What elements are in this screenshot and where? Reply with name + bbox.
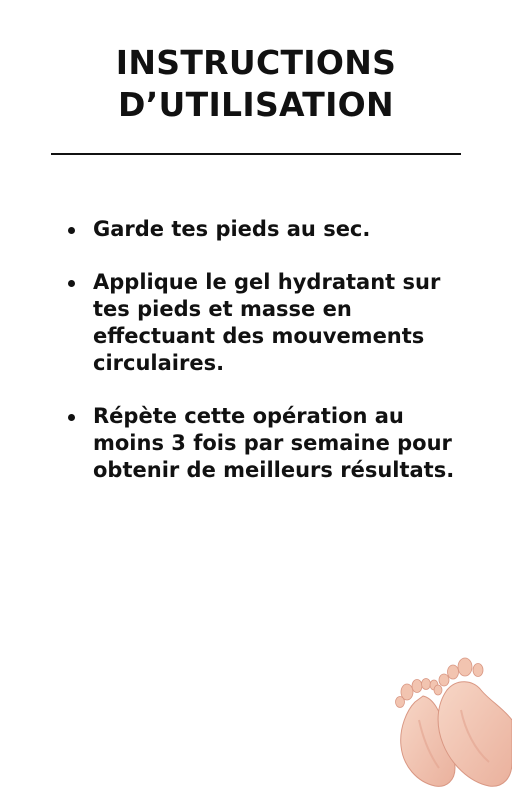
page-title — [0, 42, 512, 126]
bullet-icon — [68, 227, 75, 234]
instruction-text: Applique le gel hydratant sur tes pieds et masse en effectuant des mouvements circulaires. — [93, 270, 441, 375]
bullet-icon — [68, 414, 75, 421]
feet-illustration-icon — [385, 650, 512, 790]
instruction-text: Garde tes pieds au sec. — [93, 217, 371, 241]
list-item — [64, 403, 464, 484]
bullet-icon — [68, 280, 75, 287]
list-item — [64, 269, 464, 377]
instruction-text: Répète cette opération au moins 3 fois par semaine pour obtenir de meilleurs résultats. — [93, 404, 455, 482]
instructions-list — [64, 216, 464, 510]
title-line-2: D’UTILISATION — [118, 85, 394, 124]
title-line-1: INSTRUCTIONS — [115, 43, 397, 82]
title-divider — [51, 153, 461, 155]
list-item — [64, 216, 464, 243]
